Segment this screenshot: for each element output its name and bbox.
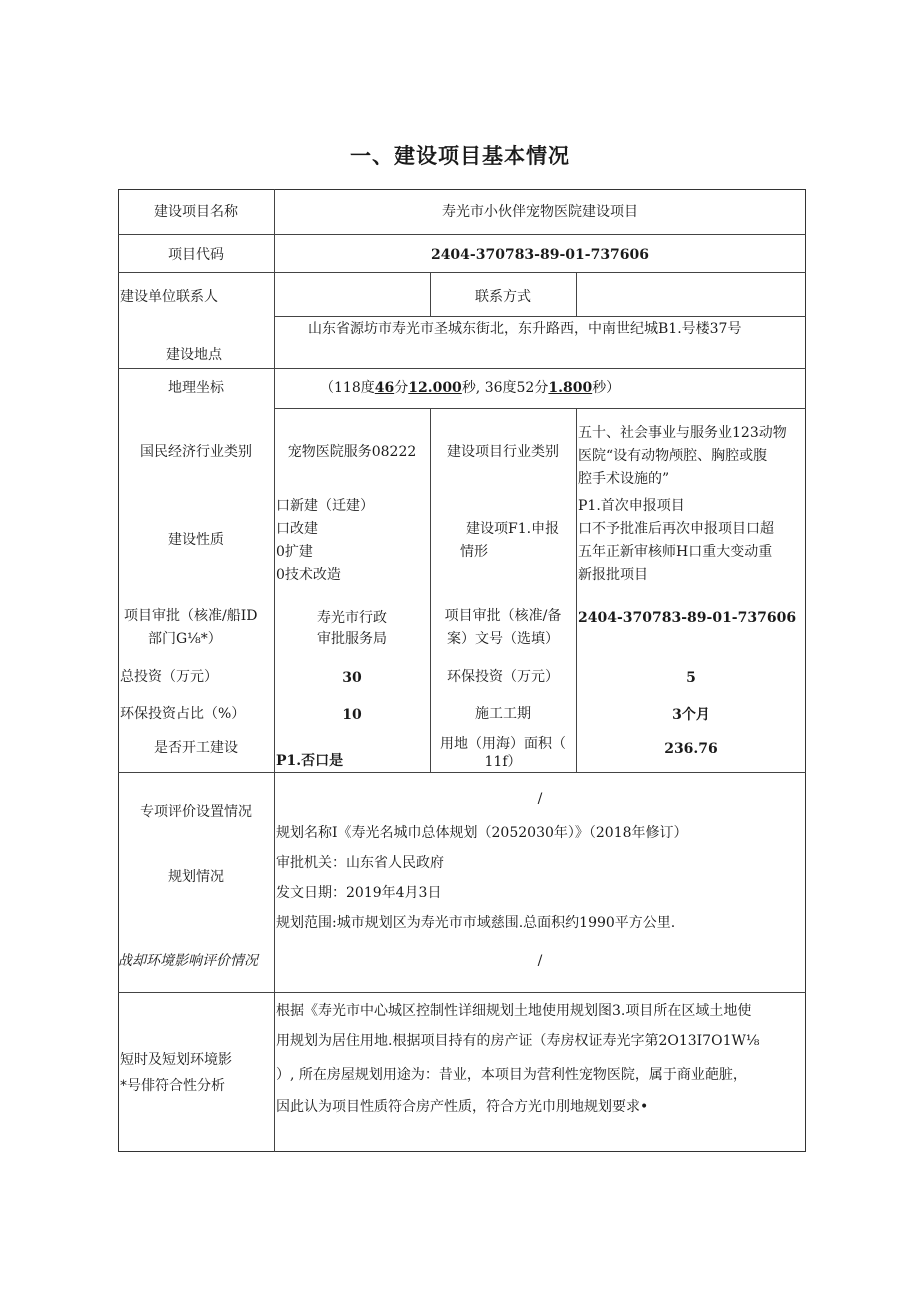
special-eval-label: 专项评价设置情况 (140, 804, 252, 820)
planning-line: 发文日期：2019年4月3日 (276, 885, 442, 901)
land-area-value: 236.76 (664, 741, 718, 757)
coordinates-prefix: （118度 (320, 380, 375, 396)
nature-label: 建设性质 (168, 532, 224, 548)
location-label: 建设地点 (166, 347, 222, 363)
row-divider (274, 316, 806, 317)
total-investment-value: 30 (342, 670, 362, 686)
approval-doc-label: 项目审批（核准/备 (444, 608, 562, 624)
conformity-line: 因此认为项目性质符合房产性质，符合方光巾刖地规划要求• (276, 1099, 649, 1115)
project-code-value: 2404-370783-89-01-737606 (430, 247, 650, 263)
report-option: 口不予批准后再次申报项目口超 (578, 521, 774, 537)
nature-option-expand: 0扩建 (276, 544, 313, 560)
coordinates-lon-min: 46 (374, 380, 395, 396)
plan-env-label: 战却环境影响评价情况 (118, 953, 258, 969)
env-ratio-value: 10 (342, 707, 362, 723)
construction-period-value: 3个月 (672, 707, 710, 723)
nature-option-rebuild: 口改建 (276, 521, 318, 537)
approval-dept-value: 寿光市行政 (317, 610, 387, 626)
special-eval-value: / (537, 791, 543, 807)
started-label: 是否开工建设 (154, 740, 238, 756)
approval-dept-value: 审批服务局 (317, 631, 387, 647)
column-divider (576, 272, 577, 316)
land-area-label: 用地（用海）面积（ (440, 736, 566, 752)
row-divider (118, 272, 806, 273)
row-divider (118, 992, 806, 993)
project-industry-label: 建设项目行业类别 (447, 444, 559, 460)
contact-method-label: 联系方式 (475, 289, 531, 305)
coordinates-mid2: 秒, 36度52分 (461, 380, 549, 396)
project-name-label: 建设项目名称 (154, 204, 238, 220)
approval-doc-label: 案）文号（选填） (447, 631, 559, 647)
conformity-line: ）, 所在房屋规划用途为：昔业，本项目为营利性宠物医院，属于商业葩脏， (276, 1067, 747, 1083)
report-option: 五年正新审核师H口重大变动重 (578, 544, 773, 560)
conformity-line: 用规划为居住用地.根据项目持有的房产证（寿房权证寿光字第2O13I7O1W⅛ (276, 1033, 760, 1049)
page-title: 一、建设项目基本情况 (350, 144, 570, 168)
report-option: 新报批项目 (578, 567, 648, 583)
approval-doc-number: 2404-370783-89-01-737606 (578, 610, 797, 626)
row-divider (118, 368, 806, 369)
project-industry-line: 医院“设有动物颅腔、胸腔或腹 (578, 448, 768, 464)
project-name-value: 寿光市小伙伴宠物医院建设项目 (442, 204, 638, 220)
coordinates-lat-sec: 1.800 (548, 380, 593, 396)
contact-person-label: 建设单位联系人 (120, 289, 218, 305)
row-divider (118, 234, 806, 235)
coordinates-suffix: 秒） (592, 380, 621, 396)
report-option: P1.首次申报项目 (578, 498, 685, 514)
coordinates-value (320, 377, 620, 399)
plan-env-value: / (537, 953, 543, 969)
env-ratio-label: 环保投资占比（%） (120, 706, 246, 722)
project-code-label: 项目代码 (168, 247, 224, 263)
construction-period-label: 施工工期 (475, 706, 531, 722)
industry-value: 宠物医院服务08222 (287, 444, 417, 460)
location-value: 山东省源坊市寿光市圣城东街北，东升路西，中南世纪城B1.号楼37号 (308, 321, 742, 337)
row-divider (274, 408, 806, 409)
conformity-label: *号俳符合性分析 (120, 1078, 225, 1094)
conformity-label: 短时及短划环境影 (120, 1052, 232, 1068)
env-investment-value: 5 (686, 670, 696, 686)
conformity-line: 根据《寿光市中心城区控制性详细规划土地使用规划图3.项目所在区域土地使 (276, 1003, 752, 1019)
started-value: P1.否口是 (276, 753, 344, 769)
planning-label: 规划情况 (168, 869, 224, 885)
planning-line: 规划名称I《寿光名城巾总体规划（2052030年）》（2018年修订） (276, 825, 688, 841)
coordinates-mid1: 分 (394, 380, 409, 396)
nature-option-tech: 0技术改造 (276, 567, 341, 583)
coordinates-lon-sec: 12.000 (408, 380, 462, 396)
nature-option-new: 口新建（迁建） (276, 498, 374, 514)
report-type-label: 情形 (460, 544, 488, 560)
env-investment-label: 环保投资（万元） (447, 669, 559, 685)
project-industry-line: 腔手术设施的” (578, 471, 670, 487)
coordinates-label: 地理坐标 (168, 380, 224, 396)
planning-line: 审批机关：山东省人民政府 (276, 855, 444, 871)
project-industry-line: 五十、社会事业与服务业123动物 (578, 425, 787, 441)
total-investment-label: 总投资（万元） (120, 669, 218, 685)
land-area-label: 11f） (484, 754, 522, 770)
planning-line: 规划范围:城市规划区为寿光市市域慈围.总面积约1990平方公里. (276, 915, 676, 931)
approval-dept-label: 项目审批（核准/船ID (124, 608, 258, 624)
approval-dept-label: 部门G⅛*） (148, 631, 222, 647)
report-type-label: 建设项F1.申报 (466, 521, 560, 537)
industry-label: 国民经济行业类别 (140, 444, 252, 460)
